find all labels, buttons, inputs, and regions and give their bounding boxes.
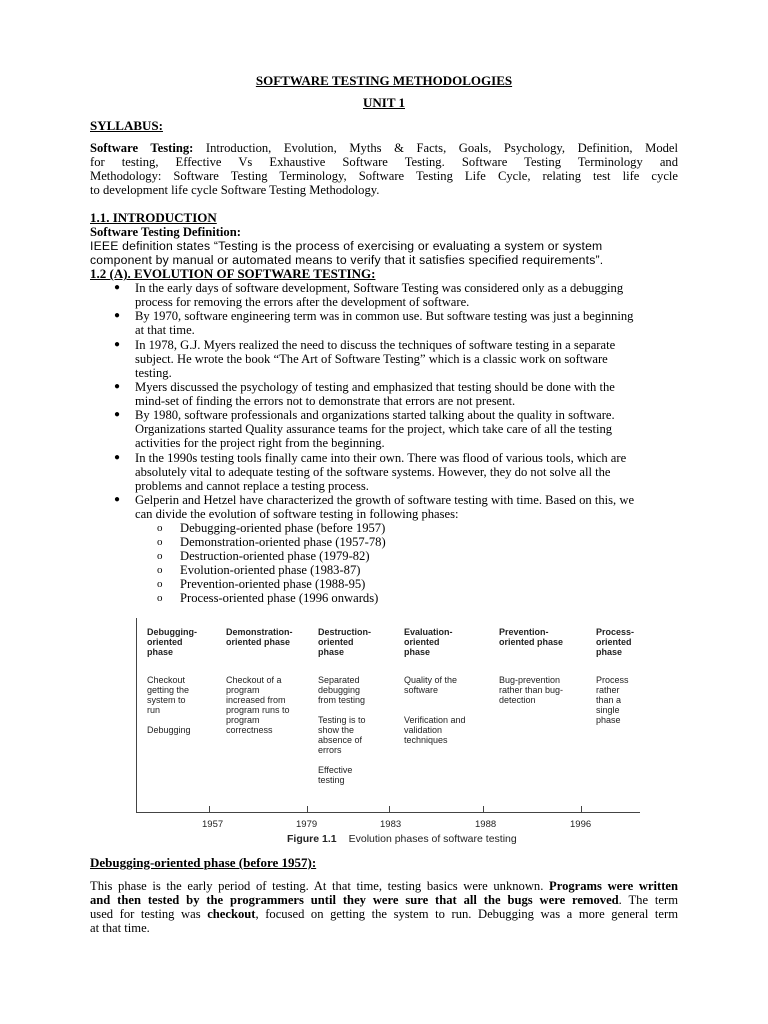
bullet-text: process for removing the errors after the development of software. (135, 295, 470, 309)
body-line: phase (596, 715, 621, 725)
bullet-marker: ● (114, 282, 121, 293)
phase-item: Prevention-oriented phase (1988-95) (180, 577, 366, 591)
body-line: Debugging (147, 725, 191, 735)
debugging-phase-heading: Debugging-oriented phase (before 1957): (90, 855, 317, 870)
head-line: phase (404, 647, 431, 657)
body-line: run (147, 705, 161, 715)
head-line: Evaluation- (404, 627, 453, 637)
body-line: Verification and (404, 715, 466, 725)
sub-marker: o (157, 522, 163, 534)
body-line: increased from (226, 695, 286, 705)
phase-column-head (404, 627, 453, 657)
syllabus-line-2: for testing, Effective Vs Exhaustive Software Testing. Software Testing Terminology and (90, 155, 678, 169)
head-line: phase (318, 647, 345, 657)
head-line: Prevention- (499, 627, 549, 637)
phase-column-body (404, 675, 466, 745)
body-line: validation (404, 725, 443, 735)
head-line: oriented (596, 637, 632, 647)
head-line: phase (147, 647, 174, 657)
para-bold: Programs were written (549, 879, 679, 893)
body-line: Effective (318, 765, 353, 775)
body-line: program (226, 715, 260, 725)
bullet-text: By 1970, software engineering term was in common use. But software testing was just a beginning (135, 309, 634, 323)
phase-item: Process-oriented phase (1996 onwards) (180, 591, 379, 605)
body-line: techniques (404, 735, 448, 745)
body-line: program (226, 685, 260, 695)
head-line: Process- (596, 627, 635, 637)
body-line: Separated (318, 675, 360, 685)
sub-marker: o (157, 592, 163, 604)
head-line: oriented (404, 637, 440, 647)
bullet-text: activities for the project right from the beginning. (135, 436, 385, 450)
bullet-text: In the early days of software development, Software Testing was considered only as a debugging (135, 281, 624, 295)
year-tick (483, 806, 484, 813)
body-line: detection (499, 695, 536, 705)
bullet-marker: ● (114, 494, 121, 505)
sub-marker: o (157, 564, 163, 576)
para-text: , focused on getting the system to run. Debugging was a more general term (255, 907, 678, 921)
body-spacer (318, 755, 366, 765)
head-line: Debugging- (147, 627, 197, 637)
bullet-text: Myers discussed the psychology of testing and emphasized that testing should be done with the (135, 380, 615, 394)
bullet-text: By 1980, software professionals and organizations started talking about the quality in software. (135, 408, 615, 422)
body-line: Checkout (147, 675, 186, 685)
body-line: errors (318, 745, 342, 755)
para-bold: checkout (207, 907, 256, 921)
phase-column-head (318, 627, 371, 657)
body-line: Testing is to (318, 715, 366, 725)
body-line: show the (318, 725, 355, 735)
evolution-heading: 1.2 (A). EVOLUTION OF SOFTWARE TESTING: (90, 266, 376, 281)
bullet-text: can divide the evolution of software testing in following phases: (135, 507, 459, 521)
phase-item: Destruction-oriented phase (1979-82) (180, 549, 370, 563)
bullet-text: mind-set of finding the errors not to demonstrate that errors are not present. (135, 394, 516, 408)
bullet-marker: ● (114, 409, 121, 420)
body-line: system to (147, 695, 186, 705)
body-line: correctness (226, 725, 273, 735)
body-line: Checkout of a (226, 675, 282, 685)
body-line: than a (596, 695, 622, 705)
body-line: single (596, 705, 620, 715)
para-text: . The term (618, 893, 678, 907)
unit-heading: UNIT 1 (362, 95, 406, 110)
body-line: absence of (318, 735, 363, 745)
phase-column-head (226, 627, 293, 647)
figure-caption-label: Figure 1.1 (287, 833, 337, 845)
figure-caption (287, 832, 517, 846)
body-line: program runs to (226, 705, 290, 715)
bullet-text: at that time. (135, 323, 195, 337)
year-label: 1983 (380, 819, 402, 830)
sub-marker: o (157, 578, 163, 590)
bullet-marker: ● (114, 381, 121, 392)
head-line: oriented phase (226, 637, 291, 647)
year-label: 1996 (570, 819, 592, 830)
year-tick (581, 806, 582, 813)
bullet-marker: ● (114, 452, 121, 463)
definition-line-1: IEEE definition states “Testing is the process of exercising or evaluating a system or system (90, 239, 603, 253)
bullet-marker: ● (114, 310, 121, 321)
body-spacer (318, 705, 366, 715)
syllabus-line-3: Methodology: Software Testing Terminology, Software Testing Life Cycle, relating test life cycle (90, 169, 678, 183)
head-line: Demonstration- (226, 627, 293, 637)
syllabus-label: Software Testing: (90, 141, 194, 155)
phase-item: Evolution-oriented phase (1983-87) (180, 563, 361, 577)
body-line: rather (596, 685, 620, 695)
body-line: debugging (318, 685, 361, 695)
para-text: used for testing was (90, 907, 208, 921)
debugging-para-line-2 (90, 893, 678, 907)
head-line: oriented (147, 637, 183, 647)
syllabus-text: Introduction, Evolution, Myths & Facts, Goals, Psychology, Definition, Model (193, 141, 679, 155)
head-line: oriented phase (499, 637, 564, 647)
phase-column-head (499, 627, 563, 647)
document-title: SOFTWARE TESTING METHODOLOGIES (255, 73, 513, 88)
para-bold: and then tested by the programmers until they were sure that all the bugs were removed (90, 893, 619, 907)
bullet-text: subject. He wrote the book “The Art of Software Testing” which is a classic work on software (135, 352, 608, 366)
syllabus-line-1 (90, 141, 678, 155)
debugging-para-line-4: at that time. (90, 921, 150, 935)
figure-y-axis (136, 618, 137, 813)
definition-subheading: Software Testing Definition: (90, 225, 241, 239)
syllabus-line-4: to development life cycle Software Testing Methodology. (90, 183, 380, 197)
year-tick (307, 806, 308, 813)
debugging-para-line-1 (90, 879, 678, 893)
bullet-text: In the 1990s testing tools finally came into their own. There was flood of various tools, which are (135, 451, 627, 465)
year-label: 1979 (296, 819, 318, 830)
body-line: testing (318, 775, 345, 785)
syllabus-heading: SYLLABUS: (90, 118, 163, 133)
bullet-text: problems and cannot replace a testing process. (135, 479, 369, 493)
phase-column-body (226, 675, 290, 735)
body-line: Bug-prevention (499, 675, 561, 685)
bullet-text: testing. (135, 366, 172, 380)
bullet-text: absolutely vital to adequate testing of the software systems. However, they do not solve all the (135, 465, 611, 479)
body-line: rather than bug- (499, 685, 564, 695)
body-spacer (147, 715, 191, 725)
bullet-marker: ● (114, 339, 121, 350)
phase-column-head (147, 627, 197, 657)
body-line: software (404, 685, 439, 695)
sub-marker: o (157, 550, 163, 562)
bullet-text: Gelperin and Hetzel have characterized the growth of software testing with time. Based on this, we (135, 493, 635, 507)
bullet-text: In 1978, G.J. Myers realized the need to discuss the techniques of software testing in a separate (135, 338, 616, 352)
phase-column-body (596, 675, 629, 725)
body-spacer (404, 695, 466, 715)
body-line: Process (596, 675, 629, 685)
bullet-text: Organizations started Quality assurance teams for the project, which take care of all the testing (135, 422, 613, 436)
debugging-para-line-3 (90, 907, 678, 921)
para-text: This phase is the early period of testing. At that time, testing basics were unknown. (90, 879, 550, 893)
year-tick (389, 806, 390, 813)
year-label: 1957 (202, 819, 224, 830)
phase-item: Debugging-oriented phase (before 1957) (180, 521, 386, 535)
phase-column-body (318, 675, 366, 785)
head-line: oriented (318, 637, 354, 647)
sub-marker: o (157, 536, 163, 548)
head-line: phase (596, 647, 623, 657)
year-tick (209, 806, 210, 813)
year-label: 1988 (475, 819, 497, 830)
figure-x-axis (136, 812, 640, 813)
body-line: from testing (318, 695, 366, 705)
intro-heading: 1.1. INTRODUCTION (90, 210, 217, 225)
body-line: Quality of the (404, 675, 458, 685)
phase-column-body (147, 675, 191, 735)
phase-column-body (499, 675, 563, 705)
body-line: getting the (147, 685, 190, 695)
head-line: Destruction- (318, 627, 372, 637)
definition-line-2: component by manual or automated means to verify that it satisfies specified requirements”. (90, 253, 604, 267)
figure-caption-text: Evolution phases of software testing (348, 833, 517, 845)
phase-item: Demonstration-oriented phase (1957-78) (180, 535, 386, 549)
phase-column-head (596, 627, 634, 657)
